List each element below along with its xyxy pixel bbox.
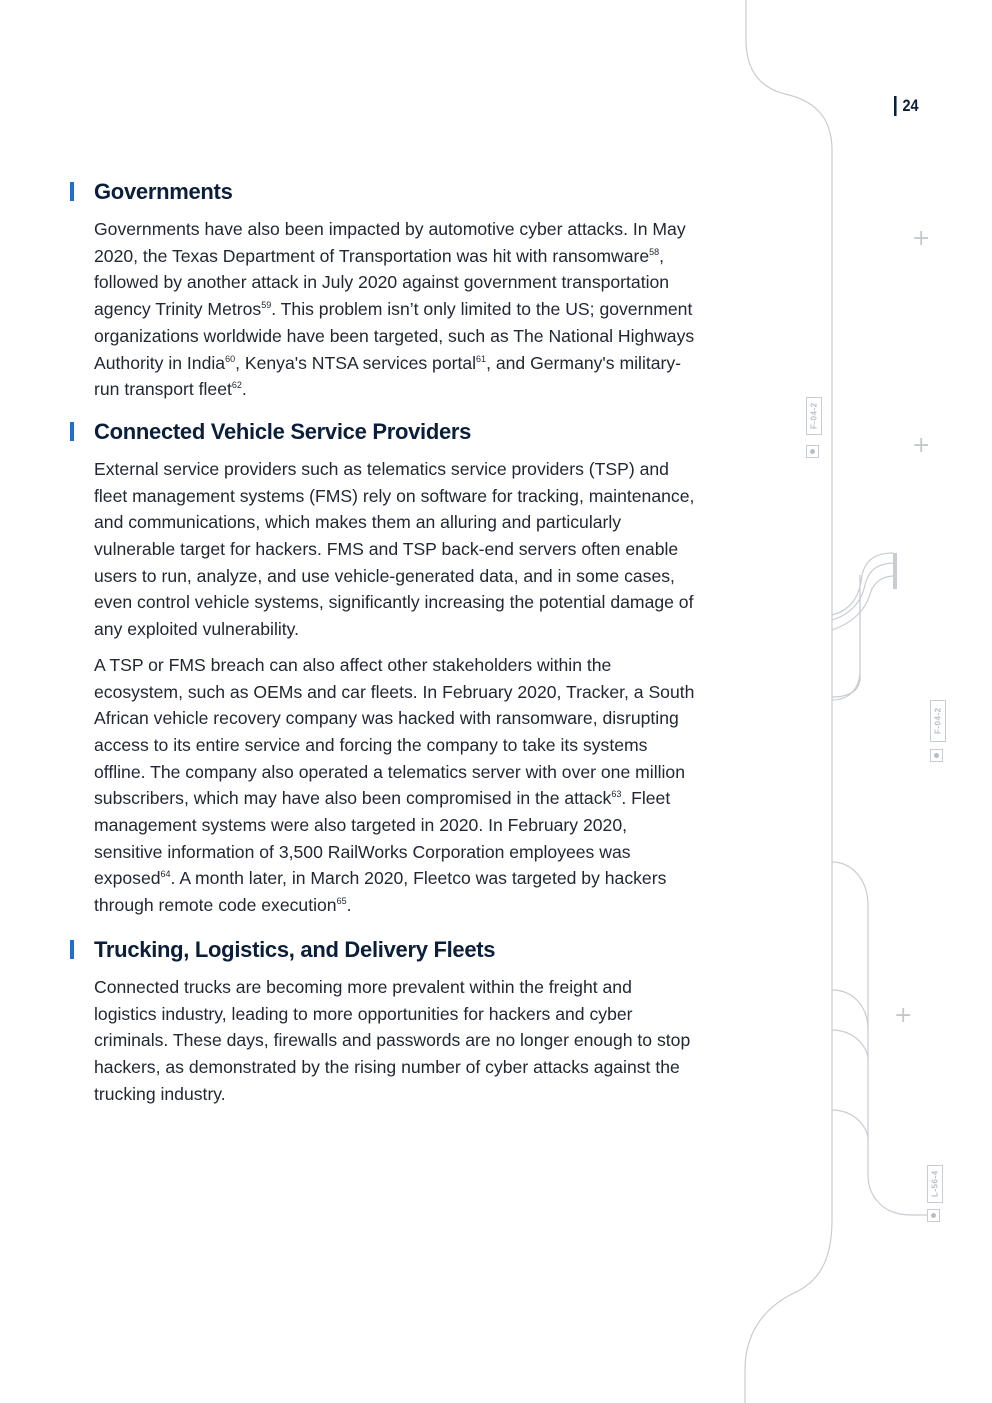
paragraph-text: .: [241, 379, 247, 400]
section-heading: [70, 936, 710, 964]
paragraph-text: , followed by another attack in July 2020 against government transportation agency Trinity Metros: [94, 245, 670, 320]
footnote-ref: 58: [649, 246, 660, 257]
paragraph-text: , Kenya's NTSA services portal: [235, 352, 477, 373]
paragraph-text: . A month later, in March 2020, Fleetco was targeted by hackers through remote code execution: [94, 868, 667, 916]
body-paragraph: [94, 216, 698, 403]
page-number: 24: [894, 96, 919, 116]
plus-marker-icon: +: [894, 1003, 913, 1028]
plus-marker-icon: +: [912, 433, 931, 458]
paragraph-text: . Fleet management systems were also targeted in 2020. In February 2020, sensitive information of 3,500 RailWorks Corporation employees was exposed: [94, 788, 671, 889]
decor-tag-label: L-56-4: [927, 1165, 943, 1203]
footnote-ref: 60: [225, 353, 236, 364]
plus-marker-icon: +: [912, 226, 931, 251]
footnote-ref: 63: [611, 789, 622, 800]
footnote-ref: 64: [160, 869, 171, 880]
paragraph-text: A TSP or FMS breach can also affect other stakeholders within the ecosystem, such as OEMs and car fleets. In February 2020, Tracker, a South African vehicle recovery company was hacked with ransomware, disrupting access to its entire service and forcing the company to take its systems offline. The company also operated a telematics server with over one million subscribers, which may have also been compromised in the attack: [94, 654, 695, 809]
section-title: Governments: [94, 179, 233, 204]
section-governments: [70, 178, 710, 403]
main-content: [70, 178, 710, 1116]
footnote-ref: 65: [336, 896, 347, 907]
paragraph-text: External service providers such as telematics service providers (TSP) and fleet management systems (FMS) rely on software for tracking, maintenance, and communications, which makes them an alluring and particularly vulnerable target for hackers. FMS and TSP back-end servers often enable users to run, analyze, and use vehicle-generated data, and in some cases, even control vehicle systems, significantly increasing the potential damage of any exploited vulnerability.: [94, 458, 695, 640]
section-title: Connected Vehicle Service Providers: [94, 418, 472, 444]
section-heading: [70, 178, 710, 206]
footnote-ref: 61: [476, 353, 487, 364]
footnote-ref: 59: [261, 300, 272, 311]
heading-accent-bar: [70, 940, 74, 959]
heading-accent-bar: [70, 422, 74, 441]
section-heading: [70, 418, 710, 446]
section-title: Trucking, Logistics, and Delivery Fleets: [94, 936, 496, 962]
section-trucking-logistics-delivery-fleets: [70, 936, 710, 1108]
decor-tag-node-icon: [806, 445, 819, 458]
paragraph-text: .: [346, 895, 352, 916]
decor-tag-label: F-04-2: [930, 700, 946, 742]
paragraph-text: . This problem isn’t only limited to the US; government organizations worldwide have been targeted, such as The National Highways Authority in India: [94, 299, 695, 373]
decor-tag-node-icon: [927, 1209, 940, 1222]
paragraph-text: Governments have also been impacted by automotive cyber attacks. In May 2020, the Texas Department of Transportation was hit with ransomware: [94, 219, 686, 266]
body-paragraph: [94, 652, 698, 919]
section-connected-vehicle-service-providers: [70, 418, 710, 919]
footnote-ref: 62: [231, 380, 242, 391]
decor-tag-node-icon: [930, 749, 943, 762]
body-paragraph: [94, 974, 698, 1108]
body-paragraph: [94, 456, 698, 643]
paragraph-text: , and Germany's military-run transport fleet: [94, 352, 682, 400]
heading-accent-bar: [70, 182, 74, 201]
paragraph-text: Connected trucks are becoming more prevalent within the freight and logistics industry, leading to more opportunities for hackers and cyber criminals. These days, firewalls and passwords are no longer enough to stop hackers, as demonstrated by the rising number of cyber attacks against the trucking industry.: [94, 976, 691, 1104]
decor-tag-label: F-04-2: [806, 397, 822, 435]
